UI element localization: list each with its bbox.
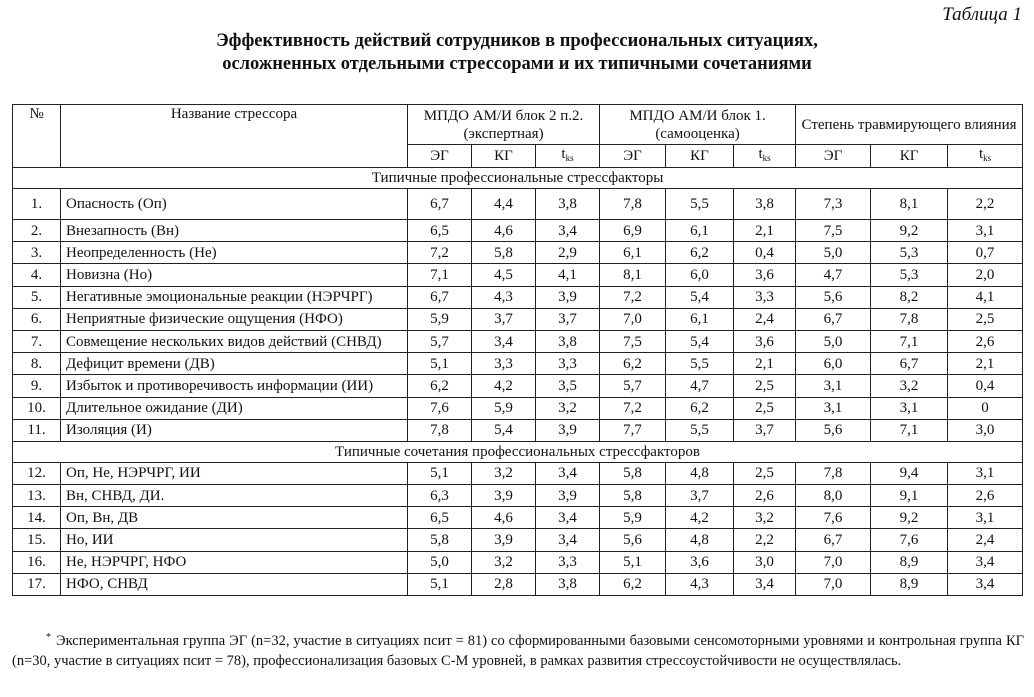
row-number: 3. xyxy=(13,242,61,264)
value-cell: 3,3 xyxy=(536,353,600,375)
stressor-name: Не, НЭРЧРГ, НФО xyxy=(61,551,408,573)
value-cell: 3,1 xyxy=(871,397,948,419)
row-number: 5. xyxy=(13,286,61,308)
value-cell: 2,9 xyxy=(536,242,600,264)
value-cell: 4,2 xyxy=(472,375,536,397)
value-cell: 6,2 xyxy=(408,375,472,397)
title-line-2: осложненных отдельными стрессорами и их типичными сочетаниями xyxy=(222,54,812,74)
stressor-name: Неопределенность (Не) xyxy=(61,242,408,264)
value-cell: 3,1 xyxy=(948,220,1023,242)
value-cell: 3,7 xyxy=(734,419,796,441)
value-cell: 7,2 xyxy=(600,286,666,308)
value-cell: 5,7 xyxy=(600,375,666,397)
value-cell: 6,7 xyxy=(796,308,871,330)
row-number: 8. xyxy=(13,353,61,375)
row-number: 13. xyxy=(13,485,61,507)
value-cell: 3,6 xyxy=(734,330,796,352)
value-cell: 5,3 xyxy=(871,264,948,286)
value-cell: 2,1 xyxy=(734,220,796,242)
stressor-name: Оп, Вн, ДВ xyxy=(61,507,408,529)
value-cell: 6,7 xyxy=(871,353,948,375)
table-row xyxy=(13,419,1023,441)
value-cell: 2,5 xyxy=(734,397,796,419)
value-cell: 2,1 xyxy=(734,353,796,375)
value-cell: 6,1 xyxy=(666,308,734,330)
table-row xyxy=(13,551,1023,573)
value-cell: 3,9 xyxy=(536,485,600,507)
value-cell: 6,0 xyxy=(666,264,734,286)
row-number: 15. xyxy=(13,529,61,551)
value-cell: 3,6 xyxy=(666,551,734,573)
row-number: 2. xyxy=(13,220,61,242)
value-cell: 7,6 xyxy=(796,507,871,529)
value-cell: 5,6 xyxy=(600,529,666,551)
value-cell: 8,0 xyxy=(796,485,871,507)
value-cell: 5,3 xyxy=(871,242,948,264)
header-t-subscript: ks xyxy=(983,153,992,163)
header-name: Название стрессора xyxy=(61,105,408,168)
value-cell: 3,4 xyxy=(948,551,1023,573)
value-cell: 2,4 xyxy=(734,308,796,330)
value-cell: 3,2 xyxy=(871,375,948,397)
value-cell: 3,8 xyxy=(536,189,600,220)
value-cell: 3,4 xyxy=(536,462,600,484)
value-cell: 5,8 xyxy=(408,529,472,551)
value-cell: 3,1 xyxy=(796,375,871,397)
value-cell: 3,8 xyxy=(734,189,796,220)
value-cell: 9,2 xyxy=(871,507,948,529)
value-cell: 2,5 xyxy=(734,462,796,484)
value-cell: 2,5 xyxy=(948,308,1023,330)
value-cell: 5,4 xyxy=(666,286,734,308)
value-cell: 4,7 xyxy=(666,375,734,397)
value-cell: 3,6 xyxy=(734,264,796,286)
value-cell: 7,8 xyxy=(871,308,948,330)
value-cell: 6,7 xyxy=(408,189,472,220)
table-row xyxy=(13,573,1023,595)
value-cell: 5,1 xyxy=(408,573,472,595)
header-t xyxy=(734,145,796,168)
header-t-letter: t xyxy=(561,146,566,162)
header-t xyxy=(948,145,1023,168)
value-cell: 9,4 xyxy=(871,462,948,484)
stressor-name: Неприятные физические ощущения (НФО) xyxy=(61,308,408,330)
value-cell: 6,2 xyxy=(666,242,734,264)
table-row xyxy=(13,462,1023,484)
stressor-name: НФО, СНВД xyxy=(61,573,408,595)
value-cell: 5,7 xyxy=(408,330,472,352)
value-cell: 5,5 xyxy=(666,189,734,220)
row-number: 1. xyxy=(13,189,61,220)
stressor-name: Оп, Не, НЭРЧРГ, ИИ xyxy=(61,462,408,484)
value-cell: 7,5 xyxy=(796,220,871,242)
stressor-name: Совмещение нескольких видов действий (СНВД) xyxy=(61,330,408,352)
section-row xyxy=(13,441,1023,462)
footnote-text: Экспериментальная группа ЭГ (n=32, участие в ситуациях псит = 81) со сформированными базовыми сенсомоторными уровнями и контрольная группа КГ (n=30, участие в ситуациях псит = 78), профессионализация базовых С-М уровней, в рамках развития стрессоустойчивости не осуществлялась. xyxy=(12,633,1024,669)
row-number: 12. xyxy=(13,462,61,484)
value-cell: 7,6 xyxy=(408,397,472,419)
value-cell: 3,2 xyxy=(734,507,796,529)
value-cell: 6,2 xyxy=(600,573,666,595)
value-cell: 3,5 xyxy=(536,375,600,397)
value-cell: 3,4 xyxy=(472,330,536,352)
value-cell: 3,4 xyxy=(734,573,796,595)
section-title: Типичные сочетания профессиональных стрессфакторов xyxy=(13,441,1023,462)
value-cell: 4,3 xyxy=(472,286,536,308)
value-cell: 4,1 xyxy=(536,264,600,286)
value-cell: 3,9 xyxy=(536,286,600,308)
value-cell: 3,9 xyxy=(536,419,600,441)
value-cell: 5,6 xyxy=(796,419,871,441)
table-row xyxy=(13,485,1023,507)
value-cell: 6,7 xyxy=(408,286,472,308)
value-cell: 3,2 xyxy=(536,397,600,419)
value-cell: 3,7 xyxy=(666,485,734,507)
value-cell: 6,9 xyxy=(600,220,666,242)
value-cell: 9,1 xyxy=(871,485,948,507)
stressor-table xyxy=(12,104,1023,596)
table-row xyxy=(13,397,1023,419)
value-cell: 5,1 xyxy=(600,551,666,573)
header-group-trauma: Степень травмирующего влияния xyxy=(796,105,1023,145)
value-cell: 3,0 xyxy=(948,419,1023,441)
table-row xyxy=(13,330,1023,352)
table-row xyxy=(13,507,1023,529)
value-cell: 5,9 xyxy=(472,397,536,419)
value-cell: 4,6 xyxy=(472,507,536,529)
value-cell: 3,8 xyxy=(536,573,600,595)
value-cell: 4,2 xyxy=(666,507,734,529)
table-row xyxy=(13,353,1023,375)
value-cell: 4,8 xyxy=(666,529,734,551)
value-cell: 5,8 xyxy=(472,242,536,264)
value-cell: 6,1 xyxy=(666,220,734,242)
value-cell: 6,5 xyxy=(408,220,472,242)
row-number: 14. xyxy=(13,507,61,529)
value-cell: 5,4 xyxy=(666,330,734,352)
stressor-name: Длительное ожидание (ДИ) xyxy=(61,397,408,419)
value-cell: 5,4 xyxy=(472,419,536,441)
value-cell: 7,2 xyxy=(600,397,666,419)
value-cell: 7,6 xyxy=(871,529,948,551)
stressor-name: Новизна (Но) xyxy=(61,264,408,286)
table-row xyxy=(13,189,1023,220)
row-number: 7. xyxy=(13,330,61,352)
value-cell: 7,8 xyxy=(408,419,472,441)
value-cell: 4,3 xyxy=(666,573,734,595)
value-cell: 2,4 xyxy=(948,529,1023,551)
stressor-name: Опасность (Оп) xyxy=(61,189,408,220)
value-cell: 2,5 xyxy=(734,375,796,397)
value-cell: 0 xyxy=(948,397,1023,419)
value-cell: 4,1 xyxy=(948,286,1023,308)
value-cell: 3,3 xyxy=(536,551,600,573)
value-cell: 5,1 xyxy=(408,353,472,375)
value-cell: 7,0 xyxy=(796,551,871,573)
value-cell: 7,3 xyxy=(796,189,871,220)
value-cell: 6,5 xyxy=(408,507,472,529)
value-cell: 3,0 xyxy=(734,551,796,573)
value-cell: 3,1 xyxy=(796,397,871,419)
row-number: 6. xyxy=(13,308,61,330)
value-cell: 7,1 xyxy=(871,330,948,352)
value-cell: 2,1 xyxy=(948,353,1023,375)
value-cell: 5,9 xyxy=(600,507,666,529)
value-cell: 0,4 xyxy=(734,242,796,264)
footnote-mark: * xyxy=(46,632,51,643)
value-cell: 3,1 xyxy=(948,462,1023,484)
value-cell: 4,7 xyxy=(796,264,871,286)
value-cell: 8,9 xyxy=(871,551,948,573)
table-title xyxy=(0,30,1034,76)
value-cell: 6,2 xyxy=(600,353,666,375)
row-number: 11. xyxy=(13,419,61,441)
value-cell: 3,4 xyxy=(536,529,600,551)
row-number: 17. xyxy=(13,573,61,595)
value-cell: 3,2 xyxy=(472,551,536,573)
stressor-name: Изоляция (И) xyxy=(61,419,408,441)
value-cell: 2,6 xyxy=(948,330,1023,352)
table-row xyxy=(13,242,1023,264)
value-cell: 7,0 xyxy=(600,308,666,330)
value-cell: 7,2 xyxy=(408,242,472,264)
stressor-name: Но, ИИ xyxy=(61,529,408,551)
value-cell: 6,1 xyxy=(600,242,666,264)
row-number: 10. xyxy=(13,397,61,419)
value-cell: 0,7 xyxy=(948,242,1023,264)
value-cell: 3,8 xyxy=(536,330,600,352)
value-cell: 2,0 xyxy=(948,264,1023,286)
header-t xyxy=(536,145,600,168)
header-kg: КГ xyxy=(871,145,948,168)
value-cell: 6,0 xyxy=(796,353,871,375)
header-kg: КГ xyxy=(666,145,734,168)
title-line-1: Эффективность действий сотрудников в профессиональных ситуациях, xyxy=(216,31,818,51)
value-cell: 3,4 xyxy=(536,507,600,529)
stressor-name: Избыток и противоречивость информации (ИИ) xyxy=(61,375,408,397)
value-cell: 4,8 xyxy=(666,462,734,484)
value-cell: 5,1 xyxy=(408,462,472,484)
header-group-self: МПДО АМ/И блок 1. (самооценка) xyxy=(600,105,796,145)
header-group-expert: МПДО АМ/И блок 2 п.2. (экспертная) xyxy=(408,105,600,145)
table-row xyxy=(13,264,1023,286)
stressor-name: Вн, СНВД, ДИ. xyxy=(61,485,408,507)
value-cell: 3,4 xyxy=(948,573,1023,595)
value-cell: 5,9 xyxy=(408,308,472,330)
value-cell: 3,7 xyxy=(472,308,536,330)
value-cell: 7,1 xyxy=(408,264,472,286)
value-cell: 3,9 xyxy=(472,485,536,507)
header-t-subscript: ks xyxy=(762,153,771,163)
value-cell: 5,8 xyxy=(600,462,666,484)
row-number: 4. xyxy=(13,264,61,286)
value-cell: 2,6 xyxy=(734,485,796,507)
value-cell: 7,1 xyxy=(871,419,948,441)
value-cell: 3,1 xyxy=(948,507,1023,529)
value-cell: 6,3 xyxy=(408,485,472,507)
value-cell: 2,8 xyxy=(472,573,536,595)
row-number: 16. xyxy=(13,551,61,573)
value-cell: 3,9 xyxy=(472,529,536,551)
value-cell: 7,5 xyxy=(600,330,666,352)
value-cell: 5,5 xyxy=(666,353,734,375)
stressor-name: Негативные эмоциональные реакции (НЭРЧРГ) xyxy=(61,286,408,308)
value-cell: 7,0 xyxy=(796,573,871,595)
value-cell: 4,4 xyxy=(472,189,536,220)
value-cell: 5,6 xyxy=(796,286,871,308)
value-cell: 9,2 xyxy=(871,220,948,242)
header-kg: КГ xyxy=(472,145,536,168)
value-cell: 5,0 xyxy=(408,551,472,573)
header-row-1 xyxy=(13,105,1023,145)
value-cell: 4,5 xyxy=(472,264,536,286)
value-cell: 8,2 xyxy=(871,286,948,308)
section-title: Типичные профессиональные стрессфакторы xyxy=(13,168,1023,189)
value-cell: 7,7 xyxy=(600,419,666,441)
header-t-subscript: ks xyxy=(565,153,574,163)
value-cell: 3,7 xyxy=(536,308,600,330)
header-t-letter: t xyxy=(978,146,984,162)
value-cell: 7,8 xyxy=(796,462,871,484)
value-cell: 5,0 xyxy=(796,242,871,264)
value-cell: 0,4 xyxy=(948,375,1023,397)
value-cell: 4,6 xyxy=(472,220,536,242)
value-cell: 6,2 xyxy=(666,397,734,419)
header-t-letter: t xyxy=(758,146,763,162)
value-cell: 2,2 xyxy=(734,529,796,551)
table-row xyxy=(13,308,1023,330)
value-cell: 5,5 xyxy=(666,419,734,441)
value-cell: 3,4 xyxy=(536,220,600,242)
value-cell: 2,6 xyxy=(948,485,1023,507)
section-row xyxy=(13,168,1023,189)
value-cell: 8,1 xyxy=(600,264,666,286)
table-label: Таблица 1 xyxy=(942,4,1022,25)
value-cell: 3,3 xyxy=(472,353,536,375)
table-row xyxy=(13,286,1023,308)
header-eg: ЭГ xyxy=(600,145,666,168)
stressor-name: Дефицит времени (ДВ) xyxy=(61,353,408,375)
row-number: 9. xyxy=(13,375,61,397)
table-row xyxy=(13,529,1023,551)
header-eg: ЭГ xyxy=(408,145,472,168)
header-eg: ЭГ xyxy=(796,145,871,168)
footnote xyxy=(12,628,1024,671)
value-cell: 3,2 xyxy=(472,462,536,484)
value-cell: 8,9 xyxy=(871,573,948,595)
table-row xyxy=(13,220,1023,242)
value-cell: 5,8 xyxy=(600,485,666,507)
table-row xyxy=(13,375,1023,397)
value-cell: 6,7 xyxy=(796,529,871,551)
stressor-name: Внезапность (Вн) xyxy=(61,220,408,242)
header-num: № xyxy=(13,105,61,168)
value-cell: 2,2 xyxy=(948,189,1023,220)
value-cell: 8,1 xyxy=(871,189,948,220)
value-cell: 5,0 xyxy=(796,330,871,352)
value-cell: 7,8 xyxy=(600,189,666,220)
value-cell: 3,3 xyxy=(734,286,796,308)
